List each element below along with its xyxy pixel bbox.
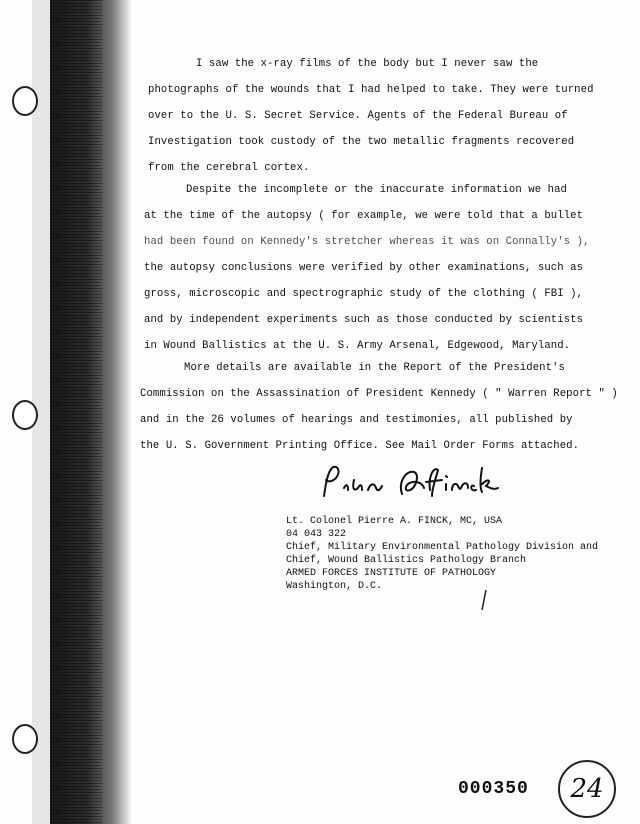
- document-number: 000350: [458, 779, 529, 799]
- text-line: photographs of the wounds that I had helped to take. They were turned: [148, 84, 594, 96]
- signer-title-line-1: Chief, Military Environmental Pathology Division and: [286, 542, 599, 553]
- text-line: the U. S. Government Printing Office. See Mail Order Forms attached.: [140, 440, 580, 452]
- text-line: gross, microscopic and spectrographic study of the clothing ( FBI ),: [144, 288, 584, 300]
- text-line: from the cerebral cortex.: [148, 162, 310, 174]
- text-line: and in the 26 volumes of hearings and testimonies, all published by: [140, 414, 573, 426]
- text-line: and by independent experiments such as those conducted by scientists: [144, 314, 584, 326]
- text-line: the autopsy conclusions were verified by other examinations, such as: [144, 262, 584, 274]
- binder-hole-bottom: [12, 724, 38, 754]
- binder-hole-middle: [12, 400, 38, 430]
- signer-institution: ARMED FORCES INSTITUTE OF PATHOLOGY: [286, 568, 497, 579]
- text-line: Commission on the Assassination of President Kennedy ( " Warren Report " ): [140, 388, 618, 400]
- page-number-circle: [558, 760, 616, 818]
- binder-hole-top: [12, 86, 38, 116]
- text-line: had been found on Kennedy's stretcher whereas it was on Connally's ),: [144, 236, 590, 248]
- signer-location: Washington, D.C.: [286, 581, 383, 592]
- text-line: at the time of the autopsy ( for example, we were told that a bullet: [144, 210, 584, 222]
- pen-mark: [478, 588, 490, 614]
- scan-binding-edge: [32, 0, 132, 824]
- handwritten-signature: [318, 462, 538, 506]
- page-number: 24: [570, 774, 604, 804]
- text-line: Despite the incomplete or the inaccurate information we had: [186, 184, 567, 196]
- text-line: I saw the x-ray films of the body but I never saw the: [196, 58, 539, 70]
- text-line: over to the U. S. Secret Service. Agents of the Federal Bureau of: [148, 110, 568, 122]
- signer-name: Lt. Colonel Pierre A. FINCK, MC, USA: [286, 516, 503, 527]
- text-line: in Wound Ballistics at the U. S. Army Arsenal, Edgewood, Maryland.: [144, 340, 571, 352]
- text-line: Investigation took custody of the two metallic fragments recovered: [148, 136, 575, 148]
- signer-title-line-2: Chief, Wound Ballistics Pathology Branch: [286, 555, 527, 566]
- text-line: More details are available in the Report of the President's: [184, 362, 565, 374]
- signer-service-number: 04 043 322: [286, 529, 347, 540]
